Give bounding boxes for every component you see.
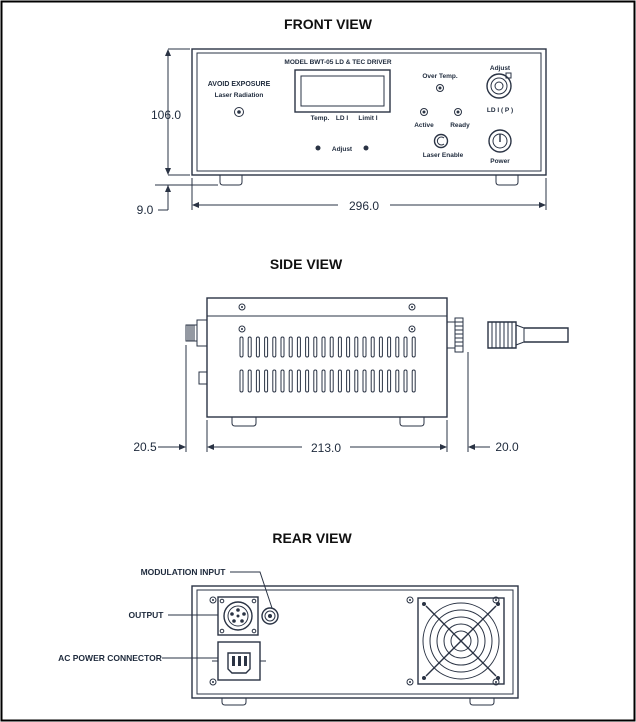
right-protrusion-value: 20.0 bbox=[495, 440, 519, 454]
vent-slot bbox=[396, 337, 399, 357]
modulation-input-connector-icon bbox=[262, 608, 278, 624]
side-knob-base bbox=[197, 320, 207, 346]
vent-slot bbox=[248, 337, 251, 357]
rear-connector-nut bbox=[455, 318, 463, 352]
vent-slot bbox=[412, 337, 415, 357]
vent-slot bbox=[404, 337, 407, 357]
vent-slot bbox=[330, 370, 333, 392]
depth-dimension-value: 213.0 bbox=[310, 441, 342, 455]
ld-label: LD I bbox=[335, 115, 349, 122]
active-label: Active bbox=[414, 122, 434, 129]
vent-slot bbox=[256, 370, 259, 392]
adjust-bottom-label: Adjust bbox=[331, 146, 353, 153]
output-connector-icon bbox=[218, 597, 258, 635]
vent-slot bbox=[388, 337, 391, 357]
fan-grille-icon bbox=[418, 598, 504, 684]
vent-slot bbox=[281, 337, 284, 357]
vent-slot bbox=[265, 370, 268, 392]
vent-slot bbox=[289, 370, 292, 392]
front-view-heading: FRONT VIEW bbox=[284, 16, 372, 32]
laser-radiation-label: Laser Radiation bbox=[214, 92, 264, 99]
left-protrusion-value: 20.5 bbox=[133, 440, 157, 454]
front-foot-right bbox=[496, 175, 518, 185]
vent-slot bbox=[355, 370, 358, 392]
vent-slot bbox=[322, 337, 325, 357]
height-dimension-value: 106.0 bbox=[150, 108, 182, 122]
vent-slot bbox=[273, 337, 276, 357]
modulation-input-callout: MODULATION INPUT bbox=[140, 567, 226, 577]
side-foot-right bbox=[400, 417, 424, 426]
adjust-top-label: Adjust bbox=[489, 65, 511, 72]
vent-slot bbox=[289, 337, 292, 357]
vent-slot bbox=[240, 337, 243, 357]
over-temp-label: Over Temp. bbox=[422, 73, 458, 80]
vent-slot bbox=[248, 370, 251, 392]
vent-slot bbox=[388, 370, 391, 392]
vent-slot bbox=[404, 370, 407, 392]
output-callout: OUTPUT bbox=[128, 610, 164, 620]
ac-power-connector-callout: AC POWER CONNECTOR bbox=[58, 653, 162, 663]
vent-slot bbox=[371, 337, 374, 357]
model-label: MODEL BWT-05 LD & TEC DRIVER bbox=[284, 59, 392, 66]
cable-plug-icon bbox=[488, 322, 568, 348]
vent-slot bbox=[338, 370, 341, 392]
rear-view-drawing bbox=[58, 567, 518, 705]
vent-slot bbox=[265, 337, 268, 357]
vent-slot bbox=[273, 370, 276, 392]
front-view-drawing bbox=[137, 49, 546, 217]
temp-label: Temp. bbox=[310, 115, 330, 122]
vent-slot bbox=[355, 337, 358, 357]
vent-slot bbox=[256, 337, 259, 357]
vent-slot bbox=[363, 370, 366, 392]
vent-slot bbox=[338, 337, 341, 357]
vent-slot bbox=[363, 337, 366, 357]
vent-slot bbox=[314, 337, 317, 357]
vent-slot bbox=[347, 337, 350, 357]
side-switch bbox=[199, 372, 207, 384]
vent-slot bbox=[240, 370, 243, 392]
side-screws bbox=[239, 304, 415, 332]
side-view-heading: SIDE VIEW bbox=[269, 256, 343, 272]
side-foot-left bbox=[232, 417, 256, 426]
vent-slot bbox=[322, 370, 325, 392]
rear-view-heading: REAR VIEW bbox=[272, 530, 352, 546]
adjust-led-left bbox=[316, 146, 321, 151]
aperture-center bbox=[237, 110, 241, 114]
vent-slot bbox=[306, 337, 309, 357]
vent-slot bbox=[396, 370, 399, 392]
adjust-led-right bbox=[364, 146, 369, 151]
vent-slot bbox=[297, 337, 300, 357]
ld-p-label: LD I ( P ) bbox=[486, 107, 514, 114]
width-dimension-value: 296.0 bbox=[348, 199, 380, 213]
side-view-drawing bbox=[133, 298, 568, 455]
ready-label: Ready bbox=[450, 122, 470, 129]
vent-slot bbox=[306, 370, 309, 392]
limit-label: Limit I bbox=[358, 115, 378, 122]
vent-slot bbox=[379, 370, 382, 392]
lcd-display-inner bbox=[301, 76, 384, 106]
vent-slot bbox=[371, 370, 374, 392]
foot-dimension-value: 9.0 bbox=[136, 203, 154, 217]
power-label: Power bbox=[490, 158, 510, 165]
page-frame bbox=[2, 2, 635, 721]
vent-slot bbox=[281, 370, 284, 392]
front-foot-left bbox=[220, 175, 242, 185]
vent-slot bbox=[412, 370, 415, 392]
avoid-exposure-label: AVOID EXPOSURE bbox=[207, 81, 271, 88]
laser-enable-label: Laser Enable bbox=[422, 152, 464, 159]
ac-power-connector-icon bbox=[212, 642, 266, 680]
vent-slot bbox=[297, 370, 300, 392]
side-vent-slots bbox=[240, 337, 415, 392]
vent-slot bbox=[379, 337, 382, 357]
vent-slot bbox=[314, 370, 317, 392]
vent-slot bbox=[330, 337, 333, 357]
vent-slot bbox=[347, 370, 350, 392]
